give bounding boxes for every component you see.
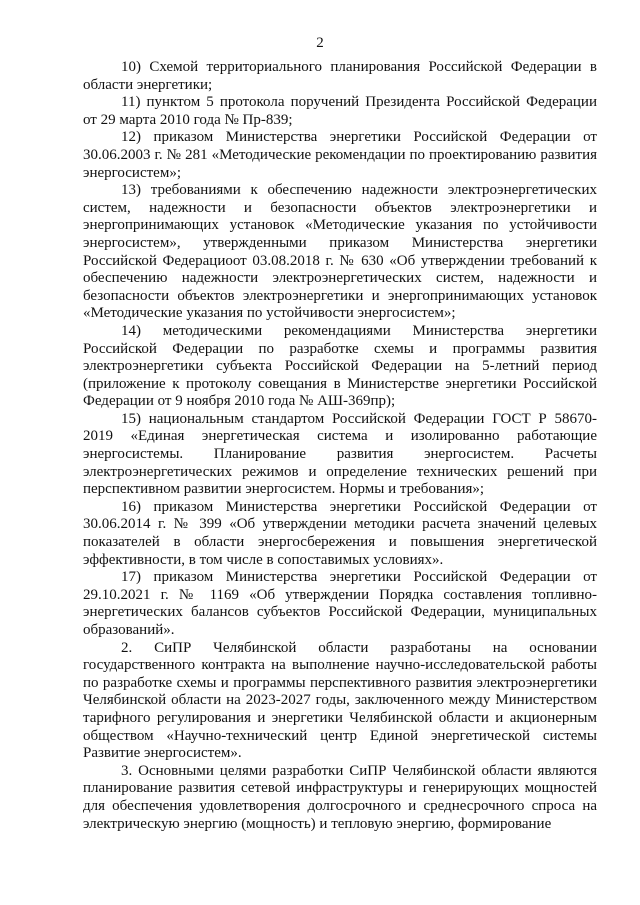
page-number: 2 [316, 35, 324, 51]
paragraph-item-17: 17) приказом Министерства энергетики Российской Федерации от 29.10.2021 г. № 1169 «Об утверждении Порядка составления топливно-энергетических балансов субъектов Российской Федерации, муниципальных образований». [83, 569, 597, 638]
paragraph-section-3: 3. Основными целями разработки СиПР Челябинской области являются планирование развития сетевой инфраструктуры и генерирующих мощностей для обеспечения удовлетворения долгосрочного и среднесрочного спроса на электрическую энергию (мощность) и тепловую энергию, формирование [83, 762, 597, 832]
paragraph-item-14: 14) методическими рекомендациями Министерства энергетики Российской Федерации по разработке схемы и программы развития электроэнергетики субъекта Российской Федерации на 5-летний период (приложение к протоколу совещания в Министерстве энергетики Российской Федерации от 9 ноября 2010 года № АШ-369пр); [83, 322, 597, 410]
document-body [83, 59, 597, 833]
paragraph-item-11: 11) пунктом 5 протокола поручений Президента Российской Федерации от 29 марта 2010 года № Пр-839; [83, 94, 597, 128]
paragraph-item-10: 10) Схемой территориального планирования Российской Федерации в области энергетики; [83, 59, 597, 93]
paragraph-section-2: 2. СиПР Челябинской области разработаны на основании государственного контракта на выполнение научно-исследовательской работы по разработке схемы и программы перспективного развития электроэнергетики Челябинской области на 2023-2027 годы, заключенного между Министерством тарифного регулирования и энергетики Челябинской области и акционерным обществом «Научно-технический центр Единой энергетической системы Развитие энергосистем». [83, 639, 597, 762]
paragraph-item-13: 13) требованиями к обеспечению надежности электроэнергетических систем, надежности и безопасности объектов электроэнергетики и энергопринимающих установок «Методические указания по устойчивости энергосистем», утвержденными приказом Министерства энергетики Российской Федерациоот 03.08.2018 г. № 630 «Об утверждении требований к обеспечению надежности электроэнергетических систем, надежности и безопасности объектов электроэнергетики и энергопринимающих установок «Методические указания по устойчивости энергосистем»; [83, 182, 597, 322]
paragraph-item-15: 15) национальным стандартом Российской Федерации ГОСТ Р 58670-2019 «Единая энергетическая система и изолированно работающие энергосистемы. Планирование развития энергосистем. Расчеты электроэнергетических режимов и определение технических решений при перспективном развитии энергосистем. Нормы и требования»; [83, 410, 597, 498]
paragraph-item-16: 16) приказом Министерства энергетики Российской Федерации от 30.06.2014 г. № 399 «Об утверждении методики расчета значений целевых показателей в области энергосбережения и повышения энергетической эффективности, в том числе в сопоставимых условиях». [83, 498, 597, 568]
paragraph-item-12: 12) приказом Министерства энергетики Российской Федерации от 30.06.2003 г. № 281 «Методические рекомендации по проектированию развития энергосистем»; [83, 129, 597, 181]
